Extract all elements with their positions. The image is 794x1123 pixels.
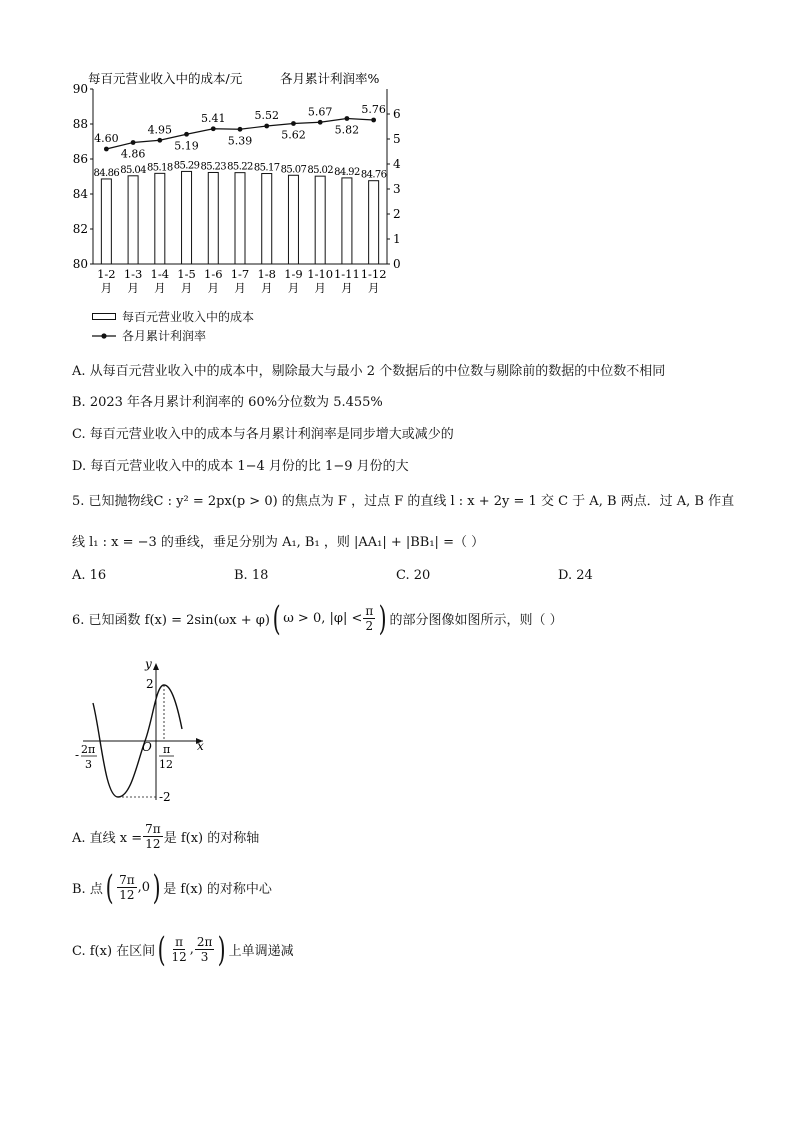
category-suffix: 月 — [127, 281, 139, 295]
q6-b-den: 12 — [119, 888, 135, 902]
right-tick-label: 2 — [393, 207, 401, 221]
category-suffix: 月 — [287, 281, 300, 295]
profit-point — [264, 124, 269, 129]
q5-stem-line2: 线 l₁ : x = −3 的垂线，垂足分别为 A₁, B₁ ，则 |AA₁| + |BB₁| =（ ） — [72, 535, 485, 550]
q6-stem-function: 6. 已知函数 f(x) = 2sin(ωx + φ) — [72, 613, 270, 628]
q6-b-num: 7π — [119, 873, 135, 887]
line-marker-icon — [92, 332, 116, 340]
bar-swatch-icon — [92, 313, 116, 320]
q5-option-c: C. 20 — [396, 568, 431, 583]
category-suffix: 月 — [180, 281, 193, 295]
q6-b-post: 是 f(x) 的对称中心 — [163, 882, 272, 897]
category-suffix: 月 — [314, 281, 326, 295]
cost-profit-chart — [60, 64, 420, 349]
q5-stem-line1: 5. 已知抛物线C : y² = 2px(p > 0) 的焦点为 F ，过点 F 的直线 l : x + 2y = 1 交 C 于 A, B 两点．过 A, B 作直 — [72, 494, 735, 509]
category-label: 1-3 — [123, 267, 143, 281]
bar-value-label: 85.07 — [280, 164, 307, 176]
bar-value-label: 85.02 — [307, 165, 334, 177]
q6-c-frac2 — [195, 935, 215, 964]
max-label: 2 — [146, 677, 154, 691]
q4-option-b: B. 2023 年各月累计利润率的 60%分位数为 5.455% — [72, 395, 383, 410]
left-frac-den: 3 — [85, 758, 92, 771]
left-tick-label: 84 — [72, 187, 88, 201]
q4-option-a: A. 从每百元营业收入中的成本中，剔除最大与最小 2 个数据后的中位数与剔除前的数据的中位数不相同 — [72, 364, 666, 379]
q6-c-num2: 2π — [196, 935, 213, 949]
profit-point — [104, 147, 109, 152]
category-label: 1-10 — [307, 267, 334, 281]
chart-legend — [92, 308, 254, 344]
q6-stem — [72, 598, 563, 639]
q5-option-b: B. 18 — [234, 568, 269, 583]
profit-value-label: 5.41 — [201, 111, 226, 125]
category-suffix: 月 — [207, 281, 220, 295]
left-paren-icon: ( — [157, 929, 166, 970]
bar-value-label: 85.18 — [146, 162, 173, 174]
q6-stem-condition: ω > 0, |φ| < — [283, 611, 363, 626]
category-suffix: 月 — [341, 281, 353, 295]
q6-option-a — [72, 822, 259, 851]
legend-label-profit: 各月累计利润率 — [122, 329, 207, 343]
profit-value-label: 4.86 — [120, 147, 146, 161]
category-suffix: 月 — [154, 281, 166, 295]
q6-frac-den: 2 — [365, 619, 374, 633]
left-tick-label: 88 — [72, 117, 88, 131]
profit-point — [345, 116, 350, 121]
bar-value-label: 85.04 — [120, 164, 146, 176]
q6-c-den1: 12 — [171, 950, 187, 964]
q6-frac-num: π — [365, 604, 374, 618]
profit-value-label: 5.52 — [254, 109, 279, 122]
bar — [182, 171, 192, 264]
profit-point — [157, 138, 162, 143]
q6-stem-tail: 的部分图像如图所示，则（ ） — [389, 613, 563, 628]
profit-value-label: 5.82 — [334, 123, 360, 137]
q6-c-num1: π — [175, 935, 184, 949]
legend-item-cost — [92, 308, 254, 325]
right-tick-label: 3 — [393, 182, 401, 196]
category-suffix: 月 — [100, 281, 113, 295]
y-axis-arrow-icon — [153, 663, 159, 670]
q6-b-zero: ,0 — [137, 880, 151, 895]
left-tick-label: 90 — [72, 82, 88, 96]
q4-option-d: D. 每百元营业收入中的成本 1−4 月份的比 1−9 月份的大 — [72, 459, 409, 474]
profit-value-label: 5.76 — [361, 103, 386, 116]
bar — [369, 181, 379, 264]
profit-value-label: 4.95 — [147, 123, 173, 137]
y-axis-label: y — [145, 657, 152, 671]
origin-label: O — [142, 740, 152, 754]
q6-option-c — [72, 929, 294, 970]
bar — [101, 179, 111, 264]
q4-option-c: C. 每百元营业收入中的成本与各月累计利润率是同步增大或减少的 — [72, 427, 454, 442]
category-label: 1-2 — [97, 267, 116, 281]
profit-point — [371, 118, 376, 123]
category-label: 1-4 — [150, 267, 170, 281]
right-frac-den: 12 — [159, 758, 173, 771]
q6-b-pre: B. 点 — [72, 882, 103, 897]
bar — [208, 172, 218, 264]
left-tick-label: 80 — [72, 257, 88, 271]
chart-container — [60, 64, 420, 349]
bar-value-label: 85.29 — [173, 160, 200, 172]
profit-value-label: 5.39 — [227, 134, 253, 148]
neg-sign: - — [75, 748, 80, 762]
q6-c-frac1 — [169, 935, 188, 964]
q5-option-d: D. 24 — [558, 568, 593, 583]
q6-c-den2: 3 — [200, 950, 209, 964]
right-paren-icon: ) — [378, 598, 387, 639]
q6-b-frac — [117, 873, 137, 902]
category-label: 1-6 — [204, 267, 223, 281]
profit-point — [211, 126, 216, 131]
sine-graph — [75, 655, 225, 805]
left-tick-label: 82 — [72, 222, 88, 236]
right-paren-icon: ) — [218, 929, 227, 970]
bar — [262, 174, 272, 264]
profit-point — [291, 121, 296, 126]
right-tick-label: 1 — [393, 232, 401, 246]
q6-c-comma: , — [189, 942, 194, 957]
q6-option-b — [72, 867, 272, 908]
right-tick-label: 4 — [393, 157, 401, 171]
category-suffix: 月 — [367, 281, 380, 295]
right-tick-label: 5 — [393, 132, 401, 146]
q6-a-pre: A. 直线 x = — [72, 831, 143, 846]
category-label: 1-12 — [360, 267, 387, 281]
bar-value-label: 84.92 — [334, 166, 360, 178]
bar-value-label: 85.23 — [200, 161, 227, 173]
right-tick-label: 0 — [393, 257, 401, 271]
left-paren-icon: ( — [272, 598, 281, 639]
bar — [315, 176, 325, 264]
profit-point — [318, 120, 323, 125]
left-paren-icon: ( — [105, 867, 114, 908]
bar — [235, 173, 245, 264]
right-axis-title: 各月累计利润率% — [280, 71, 380, 86]
q5-option-a: A. 16 — [72, 568, 107, 583]
profit-value-label: 5.62 — [281, 128, 306, 142]
q6-pi-over-2 — [363, 604, 375, 633]
left-tick-label: 86 — [72, 152, 88, 166]
line-labels — [94, 103, 386, 161]
category-label: 1-11 — [333, 267, 360, 281]
category-label: 1-7 — [230, 267, 250, 281]
bar-value-label: 85.22 — [227, 161, 253, 173]
left-frac-num: 2π — [81, 743, 96, 756]
q6-a-den: 12 — [145, 837, 161, 851]
right-tick-label: 6 — [393, 107, 401, 121]
q6-a-num: 7π — [145, 822, 161, 836]
profit-point — [131, 140, 136, 145]
q6-a-frac — [143, 822, 163, 851]
bar — [288, 175, 298, 264]
right-paren-icon: ) — [152, 867, 161, 908]
category-labels — [97, 267, 386, 295]
bar — [155, 173, 165, 264]
x-axis-label: x — [197, 739, 204, 753]
bar-value-label: 85.17 — [253, 162, 280, 174]
bar-value-label: 84.76 — [360, 169, 387, 181]
category-suffix: 月 — [234, 281, 246, 295]
q6-c-pre: C. f(x) 在区间 — [72, 944, 156, 959]
legend-label-cost: 每百元营业收入中的成本 — [122, 310, 255, 324]
min-label: -2 — [159, 790, 171, 804]
q6-a-post: 是 f(x) 的对称轴 — [163, 831, 260, 846]
category-label: 1-5 — [177, 267, 196, 281]
bar — [342, 178, 352, 264]
profit-value-label: 5.19 — [174, 139, 199, 153]
left-axis-title: 每百元营业收入中的成本/元 — [88, 71, 243, 86]
q6-c-post: 上单调递减 — [228, 944, 294, 959]
profit-value-label: 5.67 — [307, 105, 333, 119]
profit-point — [184, 132, 189, 137]
category-label: 1-9 — [284, 267, 303, 281]
legend-item-profit — [92, 327, 254, 344]
right-frac-num: π — [163, 743, 171, 756]
bar-value-label: 84.86 — [93, 167, 120, 179]
profit-value-label: 4.60 — [94, 132, 119, 145]
bar — [128, 176, 138, 264]
category-suffix: 月 — [260, 281, 273, 295]
bar-series — [101, 171, 378, 264]
sine-graph-svg — [75, 655, 225, 805]
profit-point — [238, 127, 243, 132]
category-label: 1-8 — [257, 267, 276, 281]
